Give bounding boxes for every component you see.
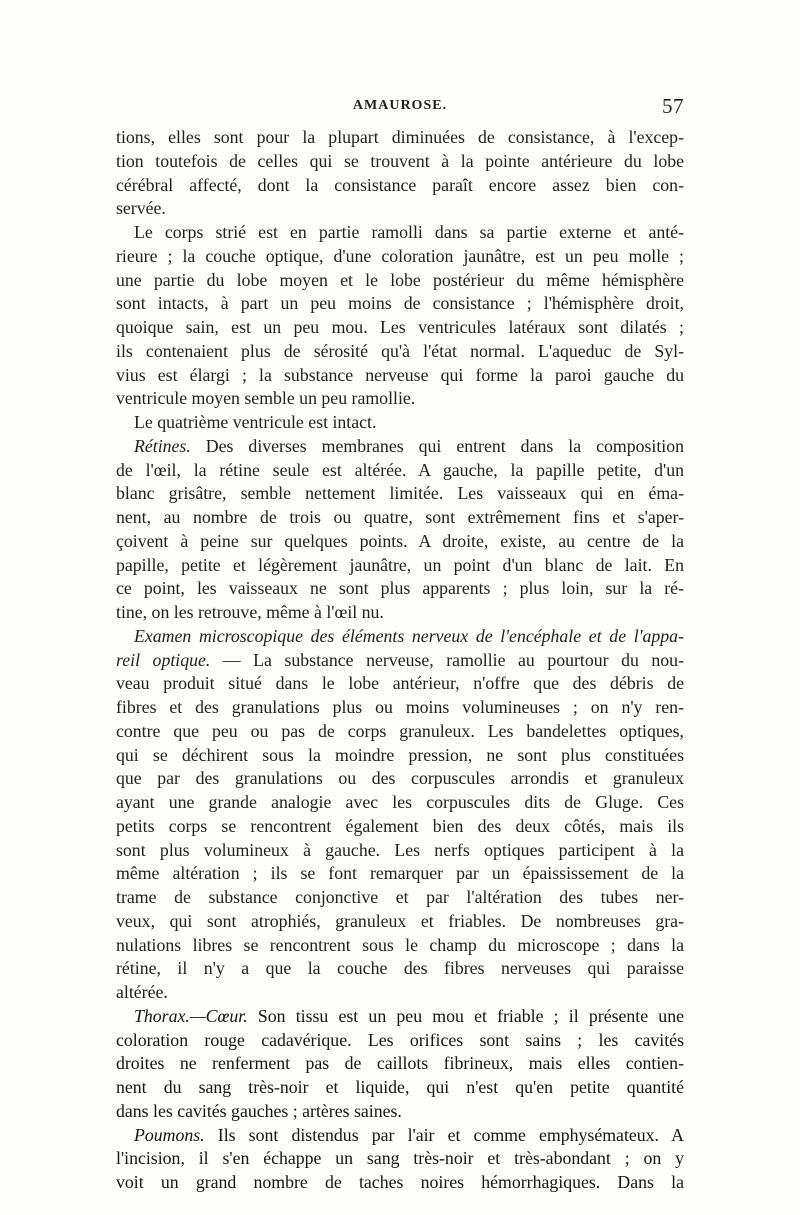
text-line: papille, petite et légèrement jaunâtre, un point d'un blanc de lait. En xyxy=(116,554,684,575)
text-line: une partie du lobe moyen et le lobe postérieur du même hémisphère xyxy=(116,269,684,290)
text-line: tion toutefois de celles qui se trouvent à la pointe antérieure du lobe xyxy=(116,150,684,171)
text-line: altérée. xyxy=(116,982,168,1002)
text-line: blanc grisâtre, semble nettement limitée. Les vaisseaux qui en éma- xyxy=(116,483,684,504)
page-header xyxy=(116,94,684,122)
text-line: quoique sain, est un peu mou. Les ventricules latéraux sont dilatés ; xyxy=(116,317,684,337)
text-line xyxy=(116,649,684,673)
text-line: ventricule moyen semble un peu ramollie. xyxy=(116,388,416,409)
text-line: droites ne renferment pas de caillots fibrineux, mais elles contien- xyxy=(116,1053,684,1074)
text-line: voit un grand nombre de taches noires hémorrhagiques. Dans la xyxy=(116,1172,684,1192)
paragraph-thorax xyxy=(116,1005,684,1124)
text-line: l'incision, il s'en échappe un sang très-noir et très-abondant ; on y xyxy=(116,1148,684,1169)
paragraph-examen-microscopique xyxy=(116,625,684,1005)
running-title: AMAUROSE. xyxy=(352,98,448,113)
text-line: servée. xyxy=(116,198,166,219)
text-line: coloration rouge cadavérique. Les orifices sont sains ; les cavités xyxy=(116,1029,684,1050)
text-line: fibres et des granulations plus ou moins volumineuses ; on n'y ren- xyxy=(116,697,684,717)
text-line: vius est élargi ; la substance nerveuse qui forme la paroi gauche du xyxy=(116,364,684,385)
section-lead-thorax: Thorax.—Cœur. xyxy=(134,1005,248,1026)
text-span: — La substance nerveuse, ramollie au pourtour du nou- xyxy=(210,649,684,670)
text-line: ayant une grande analogie avec les corpuscules dits de Gluge. Ces xyxy=(116,792,684,812)
text-line: tine, on les retrouve, même à l'œil nu. xyxy=(116,602,384,622)
text-line: rétine, il n'y a que la couche des fibres nerveuses qui paraisse xyxy=(116,958,684,979)
text-line: ils contenaient plus de sérosité qu'à l'état normal. L'aqueduc de Syl- xyxy=(116,340,684,361)
text-line: même altération ; ils se font remarquer par un épaississement de la xyxy=(116,863,684,884)
text-line: tions, elles sont pour la plupart diminuées de consistance, à l'excep- xyxy=(116,127,684,147)
section-lead-examen: Examen microscopique des éléments nerveux de l'encéphale et de l'appa- xyxy=(134,625,684,646)
text-line: qui se déchirent sous la moindre pression, ne sont plus constituées xyxy=(116,744,684,765)
text-line: veau produit situé dans le lobe antérieur, n'offre que des débris de xyxy=(116,673,684,694)
text-line: nent du sang très-noir et liquide, qui n'est qu'en petite quantité xyxy=(116,1077,684,1097)
text-line: nulations libres se rencontrent sous le champ du microscope ; dans la xyxy=(116,934,684,955)
text-span: Des diverses membranes qui entrent dans la composition xyxy=(190,435,684,456)
text-line: sont plus volumineux à gauche. Les nerfs optiques participent à la xyxy=(116,839,684,860)
body-text xyxy=(116,126,684,1195)
text-line: de l'œil, la rétine seule est altérée. A gauche, la papille petite, d'un xyxy=(116,459,684,480)
text-span: Son tissu est un peu mou et friable ; il présente une xyxy=(247,1005,684,1026)
paragraph-poumons xyxy=(116,1124,684,1195)
text-line: nent, au nombre de trois ou quatre, sont extrêmement fins et s'aper- xyxy=(116,507,684,527)
section-lead-retines: Rétines. xyxy=(134,435,191,456)
text-line: dans les cavités gauches ; artères saines. xyxy=(116,1100,402,1121)
text-line xyxy=(116,1124,684,1148)
text-line: cérébral affecté, dont la consistance paraît encore assez bien con- xyxy=(116,174,684,195)
text-span: Ils sont distendus par l'air et comme emphysémateux. A xyxy=(204,1124,684,1145)
paragraph-continuation xyxy=(116,126,684,221)
section-lead-poumons: Poumons. xyxy=(134,1124,205,1145)
page-number: 57 xyxy=(662,94,684,118)
text-line: veux, qui sont atrophiés, granuleux et friables. De nombreuses gra- xyxy=(116,910,684,931)
text-line: rieure ; la couche optique, d'une coloration jaunâtre, est un peu molle ; xyxy=(116,245,684,266)
text-line: Le corps strié est en partie ramolli dans sa partie externe et anté- xyxy=(134,222,684,242)
text-line: petits corps se rencontrent également bien des deux côtés, mais ils xyxy=(116,815,684,836)
text-line: çoivent à peine sur quelques points. A droite, existe, au centre de la xyxy=(116,530,684,551)
text-line xyxy=(116,1005,684,1029)
paragraph-quatrieme-ventricule xyxy=(116,411,684,435)
paragraph-retines xyxy=(116,435,684,625)
text-line: Le quatrième ventricule est intact. xyxy=(134,412,377,432)
text-line: sont intacts, à part un peu moins de consistance ; l'hémisphère droit, xyxy=(116,293,684,314)
section-lead-examen-cont: reil optique. xyxy=(116,649,211,670)
text-line: contre que peu ou pas de corps granuleux. Les bandelettes optiques, xyxy=(116,720,684,741)
text-line xyxy=(116,435,684,459)
paragraph-corps-strie xyxy=(116,221,684,411)
text-line: trame de substance conjonctive et par l'altération des tubes ner- xyxy=(116,887,684,907)
text-line: ce point, les vaisseaux ne sont plus apparents ; plus loin, sur la ré- xyxy=(116,578,684,599)
text-line: que par des granulations ou des corpuscules arrondis et granuleux xyxy=(116,768,684,789)
